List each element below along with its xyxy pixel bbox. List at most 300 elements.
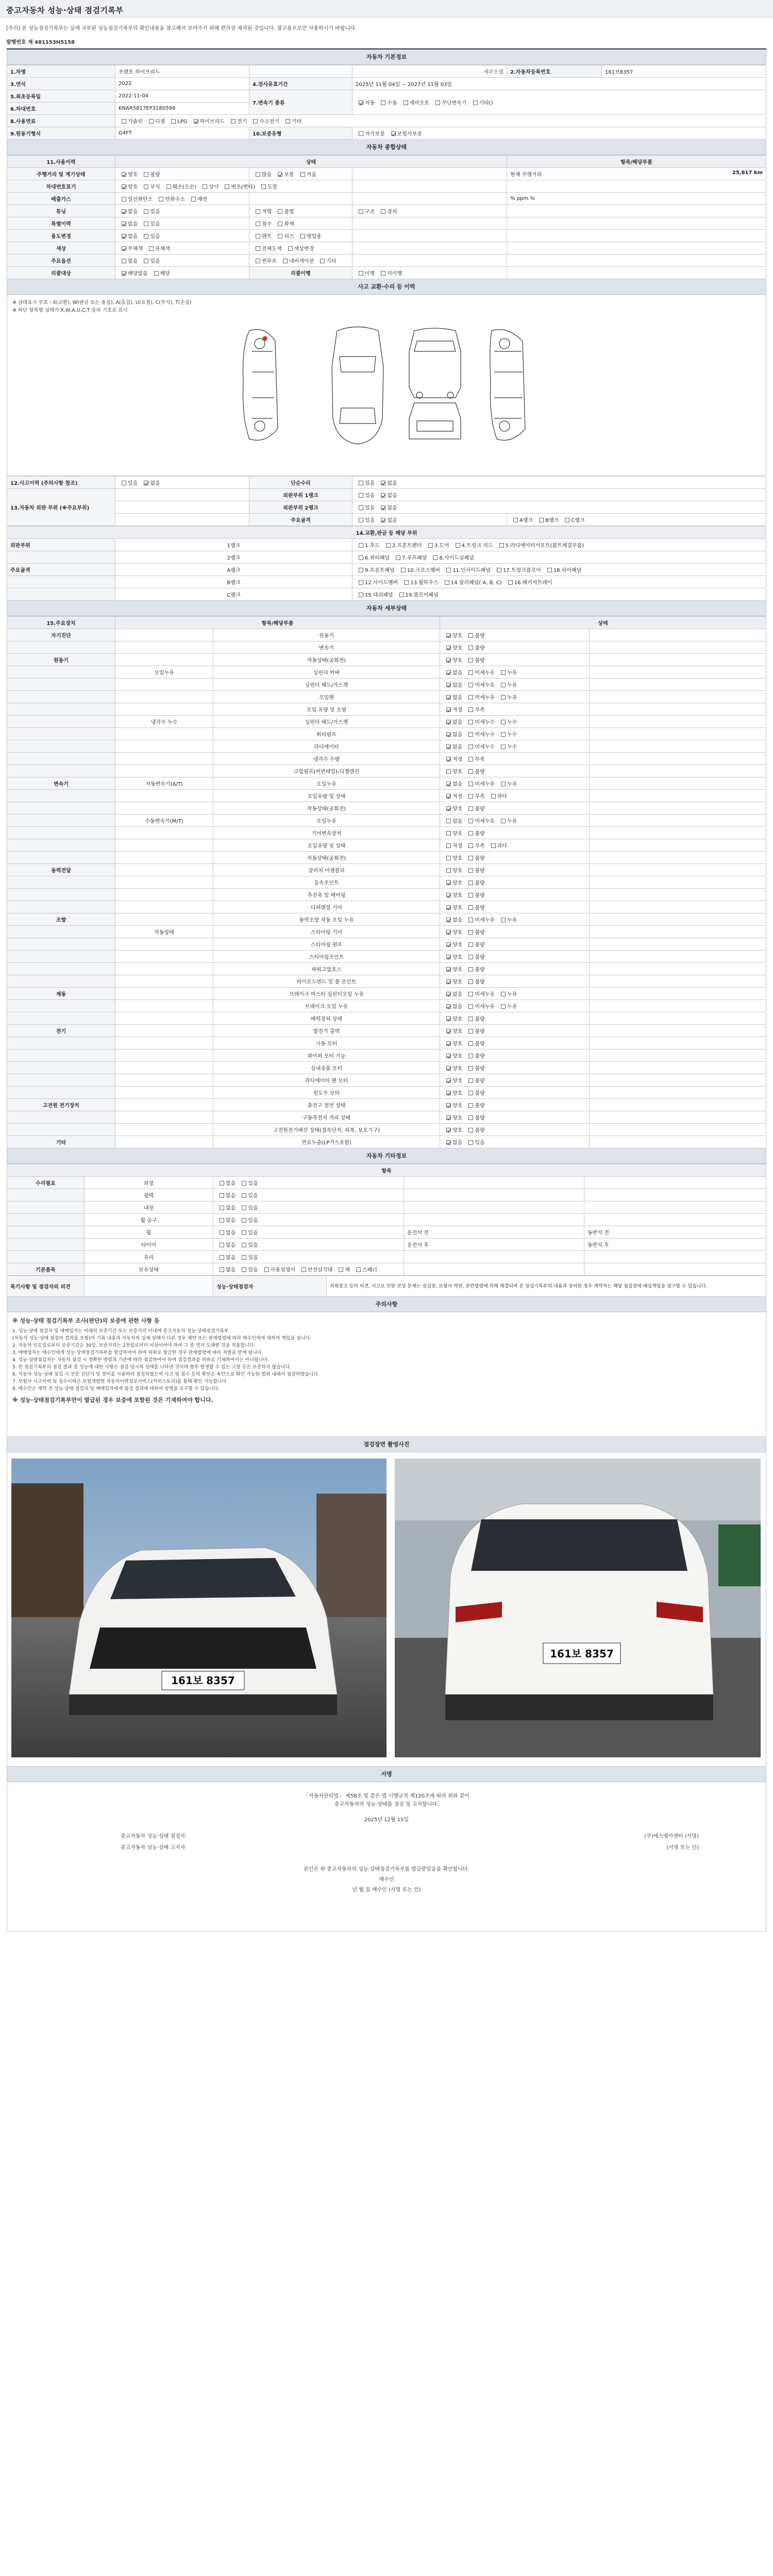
option-item[interactable] bbox=[498, 681, 517, 688]
option-item[interactable] bbox=[253, 257, 277, 264]
checkbox-icon[interactable] bbox=[547, 568, 552, 572]
option-item[interactable] bbox=[216, 1191, 236, 1199]
checkbox-icon[interactable] bbox=[256, 234, 260, 239]
option-item[interactable] bbox=[498, 693, 517, 701]
checkbox-icon[interactable] bbox=[446, 979, 451, 984]
checkbox-icon[interactable] bbox=[468, 955, 473, 959]
checkbox-icon[interactable] bbox=[446, 831, 451, 836]
option-item[interactable] bbox=[443, 1014, 462, 1022]
option-item[interactable] bbox=[216, 1265, 236, 1273]
option-item[interactable] bbox=[443, 631, 462, 639]
checkbox-icon[interactable] bbox=[242, 1181, 246, 1185]
option-item[interactable] bbox=[443, 841, 462, 849]
checkbox-icon[interactable] bbox=[122, 222, 126, 226]
checkbox-icon[interactable] bbox=[446, 757, 451, 761]
option-item[interactable] bbox=[536, 516, 559, 523]
option-item[interactable] bbox=[465, 1027, 484, 1035]
checkbox-icon[interactable] bbox=[499, 543, 504, 548]
checkbox-icon[interactable] bbox=[446, 893, 451, 897]
checkbox-icon[interactable] bbox=[144, 259, 148, 263]
option-item[interactable] bbox=[356, 207, 375, 215]
checkbox-icon[interactable] bbox=[446, 1128, 451, 1132]
option-item[interactable] bbox=[430, 553, 474, 561]
checkbox-icon[interactable] bbox=[468, 757, 473, 761]
option-item[interactable] bbox=[239, 1253, 258, 1261]
checkbox-icon[interactable] bbox=[288, 246, 293, 251]
checkbox-icon[interactable] bbox=[391, 131, 396, 136]
option-item[interactable] bbox=[494, 566, 541, 573]
option-item[interactable] bbox=[443, 643, 462, 651]
checkbox-icon[interactable] bbox=[501, 683, 506, 687]
option-item[interactable] bbox=[146, 117, 165, 125]
option-item[interactable] bbox=[443, 804, 462, 812]
checkbox-icon[interactable] bbox=[220, 1181, 224, 1185]
option-item[interactable] bbox=[141, 170, 160, 178]
option-item[interactable] bbox=[119, 219, 138, 227]
checkbox-icon[interactable] bbox=[491, 794, 496, 799]
option-item[interactable] bbox=[443, 730, 462, 738]
option-item[interactable] bbox=[356, 479, 375, 486]
checkbox-icon[interactable] bbox=[404, 580, 409, 585]
checkbox-icon[interactable] bbox=[468, 1054, 473, 1058]
checkbox-icon[interactable] bbox=[242, 1230, 246, 1235]
option-item[interactable] bbox=[163, 182, 196, 190]
option-item[interactable] bbox=[275, 170, 294, 178]
option-item[interactable] bbox=[216, 1216, 236, 1224]
checkbox-icon[interactable] bbox=[446, 1078, 451, 1083]
checkbox-icon[interactable] bbox=[468, 967, 473, 972]
checkbox-icon[interactable] bbox=[191, 197, 196, 201]
checkbox-icon[interactable] bbox=[339, 1267, 343, 1272]
checkbox-icon[interactable] bbox=[359, 568, 363, 572]
checkbox-icon[interactable] bbox=[468, 1004, 473, 1009]
option-item[interactable] bbox=[443, 693, 462, 701]
checkbox-icon[interactable] bbox=[468, 1103, 473, 1108]
option-item[interactable] bbox=[443, 705, 462, 713]
checkbox-icon[interactable] bbox=[122, 259, 126, 263]
checkbox-icon[interactable] bbox=[220, 1193, 224, 1198]
checkbox-icon[interactable] bbox=[220, 1206, 224, 1210]
checkbox-icon[interactable] bbox=[468, 695, 473, 700]
option-item[interactable] bbox=[562, 516, 584, 523]
checkbox-icon[interactable] bbox=[264, 1267, 269, 1272]
option-item[interactable] bbox=[282, 117, 301, 125]
option-item[interactable] bbox=[498, 718, 517, 725]
option-item[interactable] bbox=[465, 1076, 484, 1084]
checkbox-icon[interactable] bbox=[446, 1091, 451, 1095]
checkbox-icon[interactable] bbox=[446, 683, 451, 687]
option-item[interactable] bbox=[216, 1179, 236, 1187]
option-item[interactable] bbox=[443, 1076, 462, 1084]
checkbox-icon[interactable] bbox=[122, 197, 126, 201]
checkbox-icon[interactable] bbox=[122, 234, 126, 239]
checkbox-icon[interactable] bbox=[468, 806, 473, 811]
checkbox-icon[interactable] bbox=[359, 518, 363, 522]
checkbox-icon[interactable] bbox=[242, 1193, 246, 1198]
checkbox-icon[interactable] bbox=[446, 942, 451, 947]
option-item[interactable] bbox=[119, 479, 138, 486]
checkbox-icon[interactable] bbox=[468, 979, 473, 984]
option-item[interactable] bbox=[465, 990, 495, 997]
checkbox-icon[interactable] bbox=[456, 543, 460, 548]
checkbox-icon[interactable] bbox=[446, 646, 451, 650]
option-item[interactable] bbox=[465, 891, 484, 899]
option-item[interactable] bbox=[443, 878, 462, 886]
checkbox-icon[interactable] bbox=[144, 184, 148, 189]
option-item[interactable] bbox=[275, 232, 294, 240]
checkbox-icon[interactable] bbox=[404, 100, 408, 105]
checkbox-icon[interactable] bbox=[256, 209, 260, 214]
checkbox-icon[interactable] bbox=[225, 184, 229, 189]
checkbox-icon[interactable] bbox=[242, 1206, 246, 1210]
option-item[interactable] bbox=[465, 928, 484, 936]
checkbox-icon[interactable] bbox=[285, 119, 290, 124]
option-item[interactable] bbox=[498, 916, 517, 923]
checkbox-icon[interactable] bbox=[256, 222, 260, 226]
checkbox-icon[interactable] bbox=[278, 209, 282, 214]
option-item[interactable] bbox=[146, 244, 170, 252]
option-item[interactable] bbox=[253, 244, 282, 252]
checkbox-icon[interactable] bbox=[468, 1066, 473, 1071]
checkbox-icon[interactable] bbox=[278, 172, 282, 177]
checkbox-icon[interactable] bbox=[446, 992, 451, 996]
checkbox-icon[interactable] bbox=[539, 518, 544, 522]
option-item[interactable] bbox=[216, 1204, 236, 1211]
checkbox-icon[interactable] bbox=[166, 184, 171, 189]
option-item[interactable] bbox=[443, 1064, 462, 1072]
checkbox-icon[interactable] bbox=[446, 843, 451, 848]
option-item[interactable] bbox=[443, 718, 462, 725]
option-item[interactable] bbox=[465, 965, 484, 973]
checkbox-icon[interactable] bbox=[359, 271, 363, 276]
checkbox-icon[interactable] bbox=[301, 1267, 306, 1272]
checkbox-icon[interactable] bbox=[359, 543, 363, 548]
checkbox-icon[interactable] bbox=[122, 184, 126, 189]
option-item[interactable] bbox=[443, 668, 462, 676]
checkbox-icon[interactable] bbox=[446, 1041, 451, 1046]
checkbox-icon[interactable] bbox=[149, 246, 154, 251]
option-item[interactable] bbox=[425, 541, 449, 549]
checkbox-icon[interactable] bbox=[446, 720, 451, 724]
option-item[interactable] bbox=[488, 792, 507, 800]
checkbox-icon[interactable] bbox=[468, 992, 473, 996]
option-item[interactable] bbox=[465, 705, 484, 713]
checkbox-icon[interactable] bbox=[278, 234, 282, 239]
option-item[interactable] bbox=[443, 1039, 462, 1047]
checkbox-icon[interactable] bbox=[473, 100, 478, 105]
option-item[interactable] bbox=[498, 730, 517, 738]
option-item[interactable] bbox=[465, 718, 495, 725]
option-item[interactable] bbox=[378, 491, 397, 499]
option-item[interactable] bbox=[465, 643, 484, 651]
checkbox-icon[interactable] bbox=[144, 172, 148, 177]
option-item[interactable] bbox=[443, 1113, 462, 1121]
checkbox-icon[interactable] bbox=[220, 1255, 224, 1260]
checkbox-icon[interactable] bbox=[446, 1029, 451, 1033]
option-item[interactable] bbox=[119, 182, 138, 190]
checkbox-icon[interactable] bbox=[446, 1115, 451, 1120]
checkbox-icon[interactable] bbox=[446, 955, 451, 959]
option-item[interactable] bbox=[401, 578, 439, 586]
option-item[interactable] bbox=[470, 98, 493, 106]
checkbox-icon[interactable] bbox=[491, 843, 496, 848]
option-item[interactable] bbox=[356, 129, 385, 137]
option-item[interactable] bbox=[498, 742, 517, 750]
option-item[interactable] bbox=[443, 1002, 462, 1010]
option-item[interactable] bbox=[335, 1265, 350, 1273]
checkbox-icon[interactable] bbox=[359, 481, 363, 485]
option-item[interactable] bbox=[156, 195, 185, 202]
option-item[interactable] bbox=[261, 1265, 295, 1273]
option-item[interactable] bbox=[443, 977, 462, 985]
checkbox-icon[interactable] bbox=[446, 819, 451, 823]
checkbox-icon[interactable] bbox=[468, 1128, 473, 1132]
option-item[interactable] bbox=[378, 516, 397, 523]
option-item[interactable] bbox=[141, 207, 160, 215]
option-item[interactable] bbox=[253, 232, 272, 240]
option-item[interactable] bbox=[443, 817, 462, 824]
option-item[interactable] bbox=[119, 244, 143, 252]
checkbox-icon[interactable] bbox=[386, 543, 391, 548]
option-item[interactable] bbox=[498, 668, 517, 676]
checkbox-icon[interactable] bbox=[565, 518, 569, 522]
checkbox-icon[interactable] bbox=[256, 259, 260, 263]
checkbox-icon[interactable] bbox=[468, 1029, 473, 1033]
checkbox-icon[interactable] bbox=[261, 184, 266, 189]
option-item[interactable] bbox=[443, 903, 462, 911]
checkbox-icon[interactable] bbox=[381, 518, 385, 522]
option-item[interactable] bbox=[285, 244, 314, 252]
checkbox-icon[interactable] bbox=[253, 119, 258, 124]
option-item[interactable] bbox=[465, 916, 495, 923]
option-item[interactable] bbox=[544, 566, 582, 573]
checkbox-icon[interactable] bbox=[399, 592, 404, 597]
option-item[interactable] bbox=[443, 953, 462, 960]
option-item[interactable] bbox=[443, 829, 462, 837]
checkbox-icon[interactable] bbox=[446, 769, 451, 774]
checkbox-icon[interactable] bbox=[242, 1255, 246, 1260]
checkbox-icon[interactable] bbox=[446, 707, 451, 712]
checkbox-icon[interactable] bbox=[468, 893, 473, 897]
checkbox-icon[interactable] bbox=[501, 744, 506, 749]
option-item[interactable] bbox=[356, 541, 380, 549]
option-item[interactable] bbox=[465, 953, 484, 960]
option-item[interactable] bbox=[443, 792, 462, 800]
option-item[interactable] bbox=[228, 117, 247, 125]
checkbox-icon[interactable] bbox=[381, 481, 385, 485]
checkbox-icon[interactable] bbox=[401, 568, 406, 572]
option-item[interactable] bbox=[356, 98, 375, 106]
checkbox-icon[interactable] bbox=[381, 505, 385, 510]
option-item[interactable] bbox=[388, 129, 422, 137]
option-item[interactable] bbox=[442, 578, 502, 586]
checkbox-icon[interactable] bbox=[446, 1066, 451, 1071]
option-item[interactable] bbox=[141, 257, 160, 264]
checkbox-icon[interactable] bbox=[501, 720, 506, 724]
checkbox-icon[interactable] bbox=[446, 905, 451, 910]
checkbox-icon[interactable] bbox=[468, 782, 473, 786]
option-item[interactable] bbox=[239, 1228, 258, 1236]
option-item[interactable] bbox=[222, 182, 255, 190]
option-item[interactable] bbox=[465, 755, 484, 762]
checkbox-icon[interactable] bbox=[231, 119, 236, 124]
checkbox-icon[interactable] bbox=[356, 1267, 361, 1272]
checkbox-icon[interactable] bbox=[381, 493, 385, 498]
option-item[interactable] bbox=[443, 1126, 462, 1133]
option-item[interactable] bbox=[510, 516, 533, 523]
option-item[interactable] bbox=[498, 817, 517, 824]
option-item[interactable] bbox=[465, 1126, 484, 1133]
option-item[interactable] bbox=[496, 541, 584, 549]
checkbox-icon[interactable] bbox=[446, 1004, 451, 1009]
checkbox-icon[interactable] bbox=[501, 695, 506, 700]
checkbox-icon[interactable] bbox=[468, 1091, 473, 1095]
checkbox-icon[interactable] bbox=[468, 819, 473, 823]
option-item[interactable] bbox=[465, 631, 484, 639]
option-item[interactable] bbox=[119, 207, 138, 215]
checkbox-icon[interactable] bbox=[144, 481, 148, 485]
checkbox-icon[interactable] bbox=[381, 100, 385, 105]
option-item[interactable] bbox=[443, 866, 462, 874]
checkbox-icon[interactable] bbox=[300, 234, 305, 239]
option-item[interactable] bbox=[498, 1002, 517, 1010]
checkbox-icon[interactable] bbox=[513, 518, 518, 522]
option-item[interactable] bbox=[443, 854, 462, 861]
checkbox-icon[interactable] bbox=[446, 1054, 451, 1058]
checkbox-icon[interactable] bbox=[446, 1016, 451, 1021]
option-item[interactable] bbox=[465, 1002, 495, 1010]
option-item[interactable] bbox=[465, 792, 484, 800]
option-item[interactable] bbox=[488, 841, 507, 849]
checkbox-icon[interactable] bbox=[159, 197, 163, 201]
checkbox-icon[interactable] bbox=[220, 1267, 224, 1272]
checkbox-icon[interactable] bbox=[468, 880, 473, 885]
checkbox-icon[interactable] bbox=[435, 100, 440, 105]
checkbox-icon[interactable] bbox=[359, 555, 363, 560]
option-item[interactable] bbox=[465, 841, 484, 849]
checkbox-icon[interactable] bbox=[149, 119, 154, 124]
option-item[interactable] bbox=[443, 891, 462, 899]
checkbox-icon[interactable] bbox=[468, 646, 473, 650]
checkbox-icon[interactable] bbox=[468, 942, 473, 947]
option-item[interactable] bbox=[443, 656, 462, 664]
checkbox-icon[interactable] bbox=[446, 930, 451, 935]
option-item[interactable] bbox=[356, 578, 398, 586]
checkbox-icon[interactable] bbox=[468, 856, 473, 860]
checkbox-icon[interactable] bbox=[320, 259, 325, 263]
checkbox-icon[interactable] bbox=[359, 505, 363, 510]
option-item[interactable] bbox=[452, 541, 493, 549]
option-item[interactable] bbox=[443, 965, 462, 973]
option-item[interactable] bbox=[465, 1052, 484, 1059]
checkbox-icon[interactable] bbox=[468, 1016, 473, 1021]
option-item[interactable] bbox=[465, 742, 495, 750]
checkbox-icon[interactable] bbox=[242, 1218, 246, 1223]
checkbox-icon[interactable] bbox=[445, 580, 449, 585]
checkbox-icon[interactable] bbox=[220, 1218, 224, 1223]
option-item[interactable] bbox=[443, 1101, 462, 1109]
checkbox-icon[interactable] bbox=[122, 119, 126, 124]
option-item[interactable] bbox=[356, 590, 393, 598]
option-item[interactable] bbox=[378, 479, 397, 486]
checkbox-icon[interactable] bbox=[468, 794, 473, 799]
option-item[interactable] bbox=[443, 742, 462, 750]
checkbox-icon[interactable] bbox=[359, 580, 363, 585]
checkbox-icon[interactable] bbox=[203, 184, 207, 189]
option-item[interactable] bbox=[465, 829, 484, 837]
checkbox-icon[interactable] bbox=[154, 271, 159, 276]
option-item[interactable] bbox=[465, 656, 484, 664]
checkbox-icon[interactable] bbox=[381, 271, 385, 276]
option-item[interactable] bbox=[239, 1265, 258, 1273]
option-item[interactable] bbox=[275, 219, 294, 227]
checkbox-icon[interactable] bbox=[122, 246, 126, 251]
checkbox-icon[interactable] bbox=[468, 930, 473, 935]
checkbox-icon[interactable] bbox=[501, 992, 506, 996]
option-item[interactable] bbox=[443, 779, 462, 787]
option-item[interactable] bbox=[398, 566, 440, 573]
option-item[interactable] bbox=[253, 207, 272, 215]
option-item[interactable] bbox=[443, 928, 462, 936]
checkbox-icon[interactable] bbox=[468, 1140, 473, 1145]
option-item[interactable] bbox=[465, 866, 484, 874]
option-item[interactable] bbox=[443, 1138, 462, 1146]
option-item[interactable] bbox=[356, 566, 395, 573]
option-item[interactable] bbox=[356, 269, 375, 277]
option-item[interactable] bbox=[396, 590, 439, 598]
checkbox-icon[interactable] bbox=[501, 1004, 506, 1009]
checkbox-icon[interactable] bbox=[468, 720, 473, 724]
option-item[interactable] bbox=[119, 170, 138, 178]
option-item[interactable] bbox=[199, 182, 219, 190]
option-item[interactable] bbox=[443, 755, 462, 762]
option-item[interactable] bbox=[465, 681, 495, 688]
option-item[interactable] bbox=[297, 170, 316, 178]
checkbox-icon[interactable] bbox=[468, 707, 473, 712]
checkbox-icon[interactable] bbox=[359, 131, 363, 136]
option-item[interactable] bbox=[443, 1052, 462, 1059]
checkbox-icon[interactable] bbox=[283, 259, 288, 263]
checkbox-icon[interactable] bbox=[122, 271, 126, 276]
checkbox-icon[interactable] bbox=[446, 1103, 451, 1108]
checkbox-icon[interactable] bbox=[278, 222, 282, 226]
option-item[interactable] bbox=[239, 1179, 258, 1187]
checkbox-icon[interactable] bbox=[144, 234, 148, 239]
checkbox-icon[interactable] bbox=[468, 633, 473, 638]
checkbox-icon[interactable] bbox=[468, 905, 473, 910]
option-item[interactable] bbox=[356, 553, 390, 561]
checkbox-icon[interactable] bbox=[194, 119, 198, 124]
option-item[interactable] bbox=[239, 1241, 258, 1248]
option-item[interactable] bbox=[465, 693, 495, 701]
option-item[interactable] bbox=[216, 1228, 236, 1236]
option-item[interactable] bbox=[465, 1039, 484, 1047]
option-item[interactable] bbox=[393, 553, 427, 561]
checkbox-icon[interactable] bbox=[446, 918, 451, 922]
option-item[interactable] bbox=[465, 817, 495, 824]
option-item[interactable] bbox=[383, 541, 422, 549]
option-item[interactable] bbox=[356, 503, 375, 511]
option-item[interactable] bbox=[498, 779, 517, 787]
option-item[interactable] bbox=[353, 1265, 377, 1273]
checkbox-icon[interactable] bbox=[300, 172, 305, 177]
checkbox-icon[interactable] bbox=[446, 1140, 451, 1145]
checkbox-icon[interactable] bbox=[501, 782, 506, 786]
checkbox-icon[interactable] bbox=[468, 1078, 473, 1083]
checkbox-icon[interactable] bbox=[446, 868, 451, 873]
checkbox-icon[interactable] bbox=[171, 119, 176, 124]
checkbox-icon[interactable] bbox=[468, 843, 473, 848]
